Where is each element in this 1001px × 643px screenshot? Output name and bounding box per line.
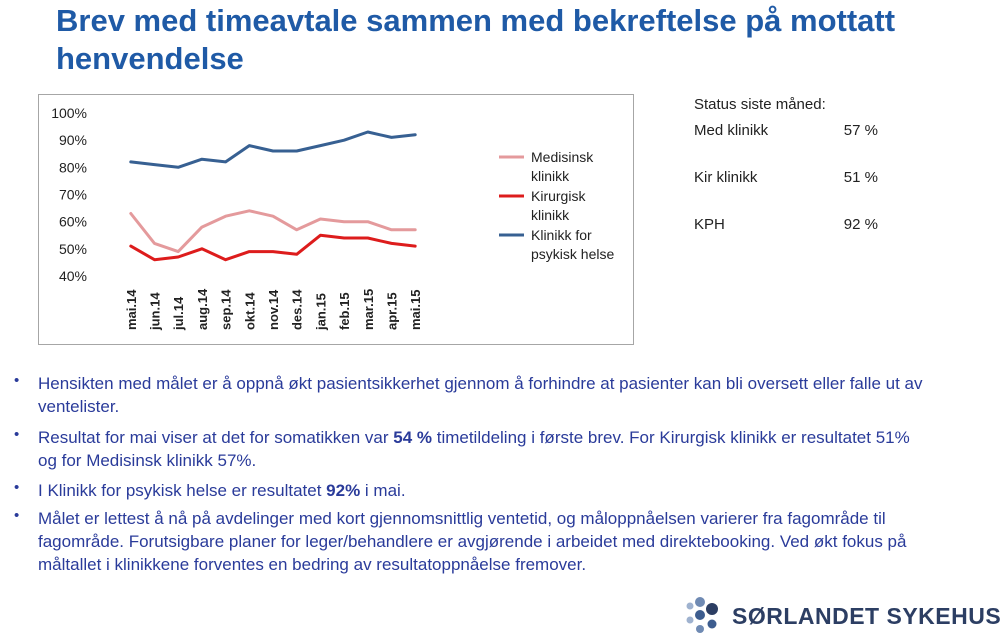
bullet-dot-icon: • xyxy=(14,479,20,496)
legend-label: Medisinsk xyxy=(531,149,594,165)
line-chart xyxy=(39,95,633,344)
x-tick-label: apr.15 xyxy=(384,292,400,330)
legend-label: Klinikk for xyxy=(531,227,592,243)
series-line xyxy=(131,235,415,259)
y-tick-label: 70% xyxy=(58,186,87,203)
bullet-bold-value: 92% xyxy=(326,481,361,500)
x-tick-label: okt.14 xyxy=(242,292,258,330)
x-tick-label: aug.14 xyxy=(194,288,210,330)
logo-text: SØRLANDET SYKEHUS xyxy=(732,603,1001,629)
status-value: 51 % xyxy=(843,169,878,186)
logo-dots-icon xyxy=(684,596,730,638)
bullet-text: Hensikten med målet er å oppnå økt pasientsikkerhet gjennom å forhindre at pasienter kan bli oversett eller falle ut av ventelister. xyxy=(38,374,923,416)
bullet-text-part: I Klinikk for psykisk helse er resultatet xyxy=(38,481,327,500)
legend-label: psykisk helse xyxy=(531,246,615,262)
bullet-dot-icon: • xyxy=(14,426,20,443)
status-label: KPH xyxy=(694,216,725,233)
legend-label: Kirurgisk xyxy=(531,188,586,204)
y-tick-label: 40% xyxy=(58,268,87,284)
x-tick-label: mai.15 xyxy=(408,289,424,330)
legend-label: klinikk xyxy=(531,207,570,223)
x-tick-label: jul.14 xyxy=(171,296,187,330)
status-value: 57 % xyxy=(843,122,878,139)
status-value: 92 % xyxy=(843,216,878,233)
chart-frame xyxy=(38,94,634,345)
status-label: Kir klinikk xyxy=(694,169,758,186)
bullet-dot-icon: • xyxy=(14,372,20,389)
y-tick-label: 100% xyxy=(51,105,87,121)
x-tick-label: jun.14 xyxy=(147,292,163,330)
series-line xyxy=(131,132,415,167)
bullet-text xyxy=(38,426,928,472)
bullet-text xyxy=(38,479,928,502)
x-tick-label: mar.15 xyxy=(360,288,376,330)
page-title: Brev med timeavtale sammen med bekreftelse på mottatt henvendelse xyxy=(56,3,896,76)
bullet-text-part: Resultat for mai viser at det for somatikken var xyxy=(38,428,394,447)
y-tick-label: 90% xyxy=(58,132,87,149)
series-line xyxy=(131,211,415,252)
logo xyxy=(684,596,1001,638)
bullet-dot-icon: • xyxy=(14,507,20,524)
legend-label: klinikk xyxy=(531,168,570,184)
x-tick-label: jan.15 xyxy=(313,293,329,330)
bullet-text: Målet er lettest å nå på avdelinger med kort gjennomsnittlig ventetid, og måloppnåelsen varierer fra fagområde til fagområde. Forutsigbare planer for leger/behandlere er avgjørende i arbeidet med direktebooking. Ved økt fokus på måltallet i klinikkene forventes en bedring av resultatoppnåelse fremover. xyxy=(38,509,907,574)
bullet-text-part: timetildeling i første brev. For Kirurgisk klinikk er resultatet 51% og for Medisinsk klinikk 57%. xyxy=(38,428,910,470)
x-tick-label: nov.14 xyxy=(266,289,281,330)
x-tick-label: des.14 xyxy=(289,289,305,330)
status-heading: Status siste måned: xyxy=(694,96,826,113)
status-label: Med klinikk xyxy=(694,122,769,139)
y-tick-label: 80% xyxy=(58,159,87,176)
bullet-text-part: i mai. xyxy=(360,481,406,500)
x-tick-label: mai.14 xyxy=(123,289,139,330)
bullet-bold-value: 54 % xyxy=(393,428,432,447)
x-tick-label: feb.15 xyxy=(337,292,353,330)
y-tick-label: 50% xyxy=(58,240,87,257)
y-tick-label: 60% xyxy=(58,213,87,230)
x-tick-label: sep.14 xyxy=(218,289,234,330)
